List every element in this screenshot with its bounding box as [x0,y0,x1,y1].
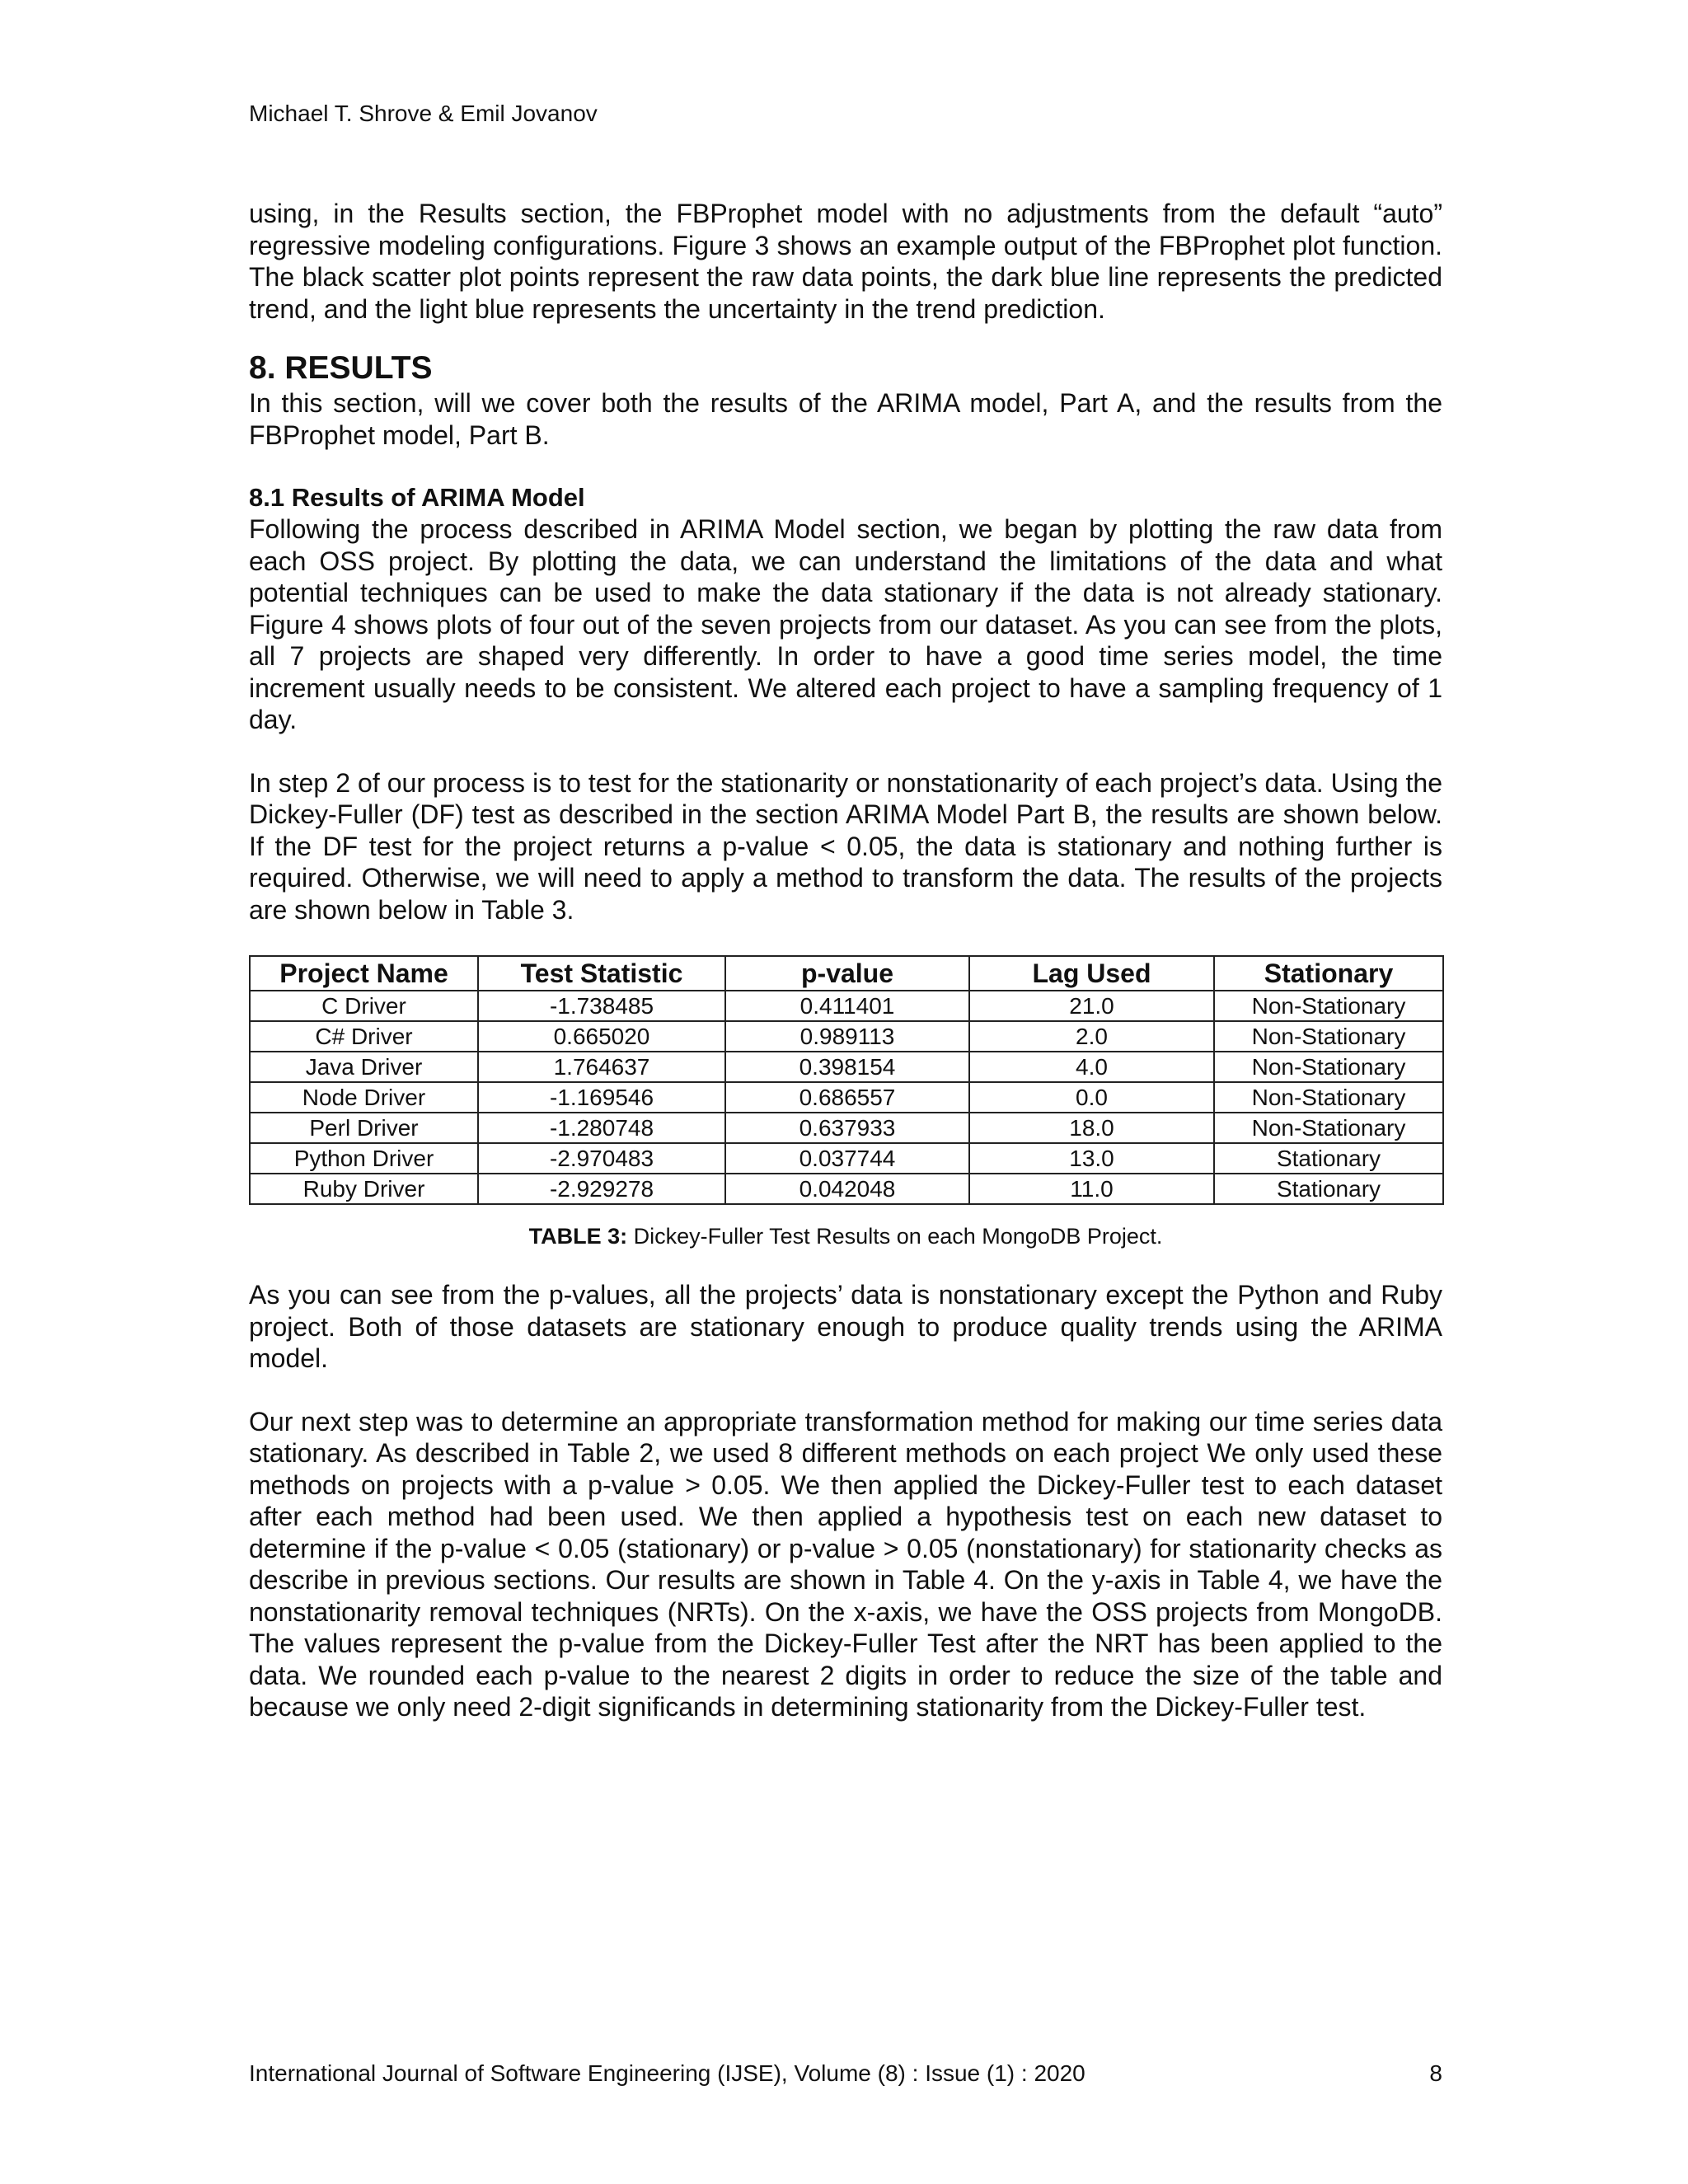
table-cell: Perl Driver [250,1113,478,1143]
results-paragraph-3: As you can see from the p-values, all the projects’ data is nonstationary except the Python and Ruby project. Both of those datasets are stationary enough to produce quality trends using the ARIMA model. [249,1280,1442,1373]
table-cell: 0.411401 [725,991,969,1021]
table-row [250,1143,1443,1174]
table-cell: 0.037744 [725,1143,969,1174]
table-cell: 13.0 [969,1143,1214,1174]
section-heading: 8. RESULTS [249,350,433,386]
table-cell: -1.169546 [478,1082,725,1113]
table-cell: -2.970483 [478,1143,725,1174]
subsection-heading: 8.1 Results of ARIMA Model [249,483,585,512]
table-cell: 0.398154 [725,1052,969,1082]
table-row [250,1021,1443,1052]
table-row [250,1082,1443,1113]
table-cell: 18.0 [969,1113,1214,1143]
table-cell: C# Driver [250,1021,478,1052]
table-cell: Ruby Driver [250,1174,478,1204]
table-cell: 0.686557 [725,1082,969,1113]
column-header: Stationary [1214,956,1443,991]
table-cell: 0.042048 [725,1174,969,1204]
table-header-row [250,956,1443,991]
column-header: Test Statistic [478,956,725,991]
table-cell: Non-Stationary [1214,1113,1443,1143]
table-cell: Stationary [1214,1143,1443,1174]
arima-paragraph-2: In step 2 of our process is to test for the stationarity or nonstationarity of each project’s data. Using the Dickey-Fuller (DF) test as described in the section ARIMA Model Part B, the results are shown below. If the DF test for the project returns a p-value < 0.05, the data is stationary and nothing further is required. Otherwise, we will need to apply a method to transform the data. The results of the projects are shown below in Table 3. [249,767,1442,925]
table-cell: 0.665020 [478,1021,725,1052]
table-cell: C Driver [250,991,478,1021]
table-cell: 0.989113 [725,1021,969,1052]
table-cell: Node Driver [250,1082,478,1113]
table-cell: Python Driver [250,1143,478,1174]
table-cell: Non-Stationary [1214,1052,1443,1082]
table-cell: Non-Stationary [1214,1082,1443,1113]
column-header: p-value [725,956,969,991]
table-caption [249,1221,1442,1251]
page-body [249,198,1442,1723]
column-header: Lag Used [969,956,1214,991]
table-cell: Non-Stationary [1214,991,1443,1021]
table-cell: 21.0 [969,991,1214,1021]
table-caption-label: TABLE 3: [528,1224,628,1249]
table-cell: -2.929278 [478,1174,725,1204]
table-row [250,1174,1443,1204]
table-cell: 1.764637 [478,1052,725,1082]
table-cell: 11.0 [969,1174,1214,1204]
table-cell: -1.280748 [478,1113,725,1143]
intro-paragraph: using, in the Results section, the FBProphet model with no adjustments from the default “auto” regressive modeling configurations. Figure 3 shows an example output of the FBProphet plot function. The black scatter plot points represent the raw data points, the dark blue line represents the predicted trend, and the light blue represents the uncertainty in the trend prediction. [249,199,1442,324]
table-cell: 0.637933 [725,1113,969,1143]
section-intro-paragraph: In this section, will we cover both the results of the ARIMA model, Part A, and the results from the FBProphet model, Part B. [249,388,1442,450]
table-cell: Java Driver [250,1052,478,1082]
table-caption-text: Dickey-Fuller Test Results on each MongoDB Project. [627,1224,1163,1249]
table-cell: 0.0 [969,1082,1214,1113]
table-row [250,1113,1443,1143]
arima-paragraph-1: Following the process described in ARIMA Model section, we began by plotting the raw data from each OSS project. By plotting the data, we can understand the limitations of the data and what potential techniques can be used to make the data stationary if the data is not already stationary. Figure 4 shows plots of four out of the seven projects from our dataset. As you can see from the plots, all 7 projects are shaped very differently. In order to have a good time series model, the time increment usually needs to be consistent. We altered each project to have a sampling frequency of 1 day. [249,514,1442,734]
table-cell: 2.0 [969,1021,1214,1052]
dickey-fuller-table [249,955,1444,1205]
results-paragraph-4: Our next step was to determine an appropriate transformation method for making our time series data stationary. As described in Table 2, we used 8 different methods on each project We only used these methods on projects with a p-value > 0.05. We then applied the Dickey-Fuller test to each dataset after each method had been used. We then applied a hypothesis test on each new dataset to determine if the p-value < 0.05 (stationary) or p-value > 0.05 (nonstationary) for stationarity checks as describe in previous sections. Our results are shown in Table 4. On the y-axis in Table 4, we have the nonstationarity removal techniques (NRTs). On the x-axis, we have the OSS projects from MongoDB. The values represent the p-value from the Dickey-Fuller Test after the NRT has been applied to the data. We rounded each p-value to the nearest 2 digits in order to reduce the size of the table and because we only need 2-digit significands in determining stationarity from the Dickey-Fuller test. [249,1406,1442,1722]
running-header: Michael T. Shrove & Emil Jovanov [249,101,598,126]
table-cell: 4.0 [969,1052,1214,1082]
footer-journal: International Journal of Software Engineering (IJSE), Volume (8) : Issue (1) : 2020 [249,2060,1085,2086]
table-row [250,991,1443,1021]
table-row [250,1052,1443,1082]
running-footer [249,2057,1442,2090]
table-cell: -1.738485 [478,991,725,1021]
page-number: 8 [1429,2060,1442,2086]
table-cell: Stationary [1214,1174,1443,1204]
column-header: Project Name [250,956,478,991]
table-cell: Non-Stationary [1214,1021,1443,1052]
